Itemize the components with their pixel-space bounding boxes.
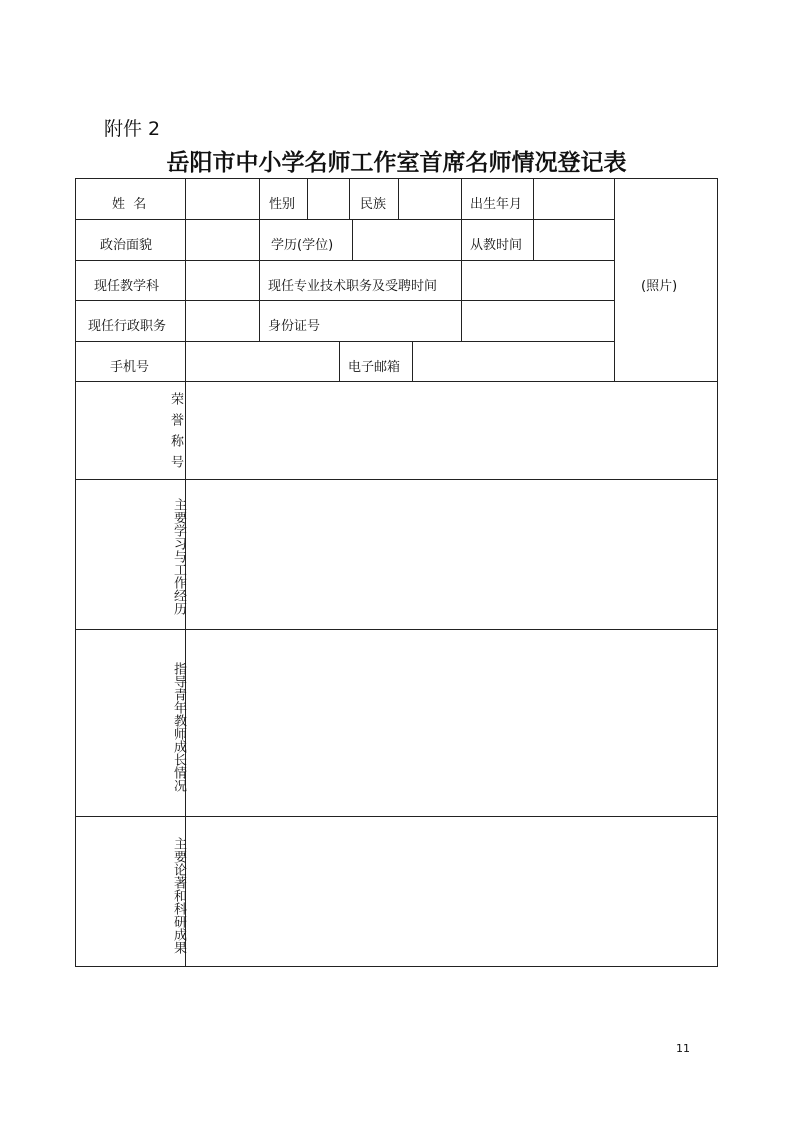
- id-label: 身份证号: [268, 319, 321, 334]
- phone-label: 手机号: [110, 360, 150, 375]
- form-title: 岳阳市中小学名师工作室首席名师情况登记表: [166, 149, 627, 176]
- ethnicity-label: 民族: [360, 197, 387, 212]
- email-label: 电子邮箱: [348, 360, 401, 375]
- experience-label: 主要学习与工作经历: [171, 497, 186, 615]
- title-label: 现任专业技术职务及受聘时间: [268, 279, 438, 294]
- mentoring-label: 指导青年教师成长情况: [171, 661, 186, 792]
- teaching-years-label: 从教时间: [470, 238, 523, 253]
- honors-label: 荣誉称号: [168, 392, 183, 476]
- education-label: 学历(学位): [271, 238, 334, 253]
- name-label: 姓 名: [112, 197, 147, 212]
- subject-label: 现任教学科: [94, 279, 160, 294]
- page-number: 11: [676, 1042, 690, 1055]
- attachment-label: 附件 2: [104, 118, 161, 140]
- birth-label: 出生年月: [470, 197, 523, 212]
- admin-label: 现任行政职务: [88, 319, 167, 334]
- research-label: 主要论著和科研成果: [171, 836, 186, 954]
- gender-label: 性别: [269, 197, 296, 212]
- political-label: 政治面貌: [100, 238, 153, 253]
- photo-placeholder: (照片): [641, 279, 678, 294]
